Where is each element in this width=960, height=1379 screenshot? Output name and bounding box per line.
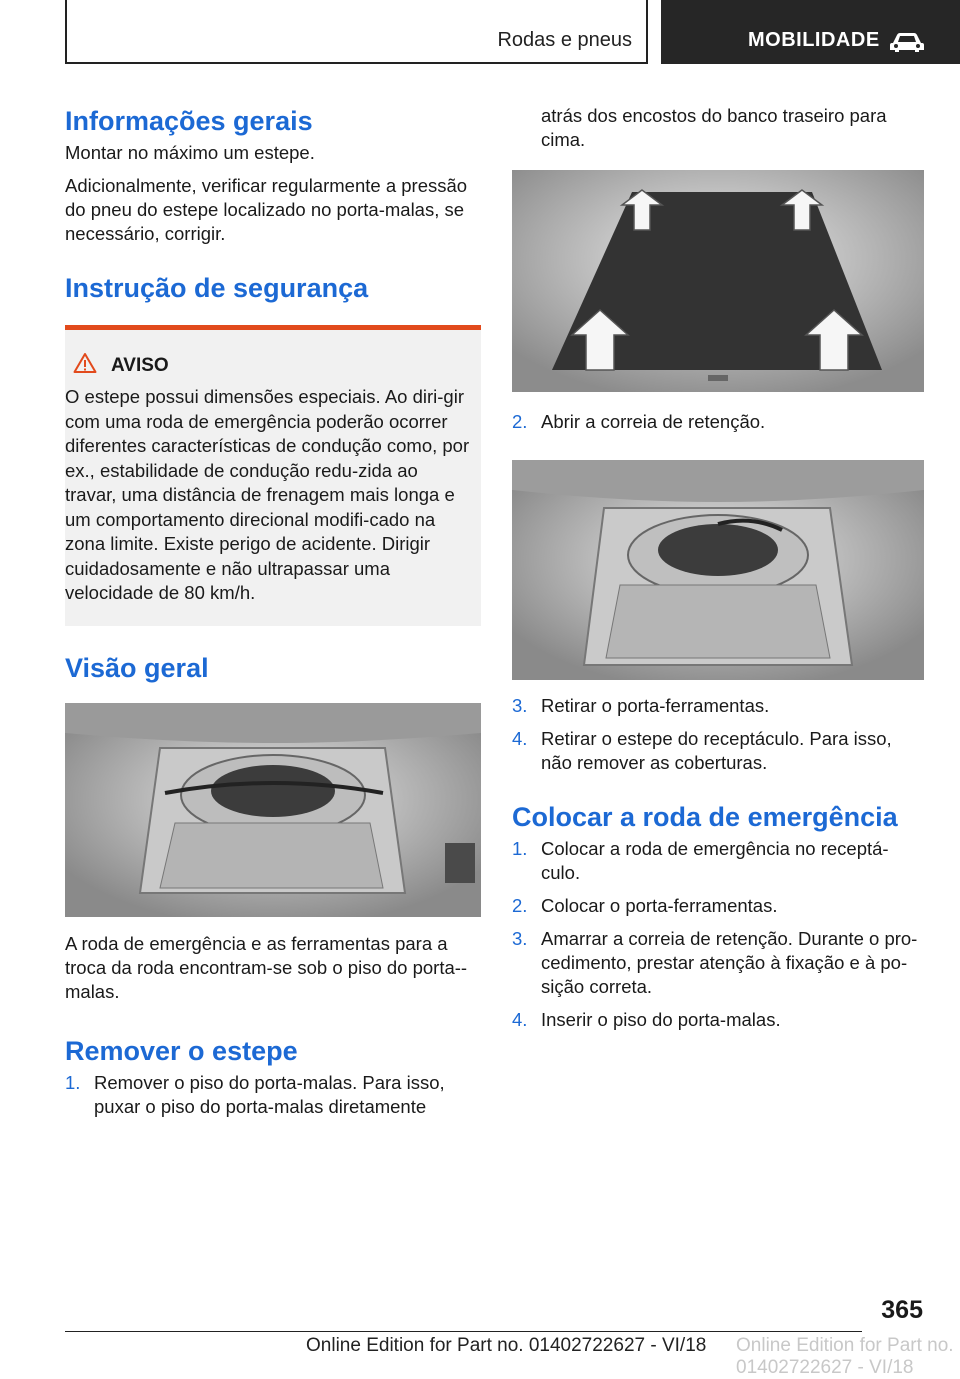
list-item (65, 1071, 481, 1119)
header-chapter-label: MOBILIDADE (748, 29, 880, 51)
step-text: Retirar o porta-ferramentas. (541, 695, 770, 716)
step-number: 1. (65, 1071, 81, 1093)
list-item (512, 727, 924, 775)
header-chapter-tab (661, 0, 960, 64)
step-text: Remover o piso do porta-malas. Para isso, puxar o piso do porta-malas diretamente (94, 1071, 445, 1117)
list-item (512, 927, 924, 999)
warning-box (65, 325, 481, 626)
heading-remove-spare: Remover o estepe (65, 1035, 298, 1066)
warning-triangle-icon (73, 352, 97, 379)
list-item (512, 894, 924, 918)
list-item (512, 694, 924, 718)
figure-trunk-overview (65, 703, 481, 917)
step-number: 4. (512, 1009, 528, 1030)
page-number: 365 (881, 1296, 923, 1324)
watermark-text: Online Edition for Part no. 01402722627 - VI/18 (736, 1335, 954, 1378)
warning-header (65, 352, 473, 379)
step-number: 3. (512, 695, 528, 716)
step-text: Inserir o piso do porta-malas. (541, 1009, 781, 1030)
paragraph: Adicionalmente, verificar regularmente a pressão do pneu do estepe localizado no porta-malas, se necessário, corrigir. (65, 175, 468, 244)
edition-text: Online Edition for Part no. 01402722627 - VI/18 (306, 1335, 707, 1356)
overview-caption: A roda de emergência e as ferramentas para a troca da roda encontram-se sob o piso do porta--malas. (65, 932, 468, 1002)
step-text: Abrir a correia de retenção. (541, 411, 766, 432)
heading-safety: Instrução de segurança (65, 273, 369, 303)
list-item (512, 837, 924, 885)
footer-divider (65, 1331, 862, 1332)
fit-steps-list (512, 837, 924, 1032)
step-number: 2. (512, 411, 528, 432)
heading-fit-emergency-wheel: Colocar a roda de emergência (512, 802, 898, 832)
warning-text: O estepe possui dimensões especiais. Ao diri-gir com uma roda de emergência poderão ocorrer diferentes características de condução como, por ex., estabilidade de condução redu-zida ao travar, uma distância de frenagem mais longa e um comportamento direcional modifi-cado na zona limite. Existe perigo de acidente. Dirigir cuidadosamente e não ultrapassar uma velocidade de 80 km/h. (65, 386, 470, 603)
car-icon (889, 30, 925, 59)
list-item (512, 410, 924, 434)
step-text: Colocar o porta-ferramentas. (541, 895, 778, 916)
step-number: 2. (512, 895, 528, 916)
heading-general-info: Informações gerais (65, 106, 313, 136)
warning-label: AVISO (111, 354, 169, 376)
list-item-continuation (512, 104, 924, 152)
step-number: 1. (512, 838, 528, 859)
left-column (65, 104, 481, 1119)
step-number: 3. (512, 928, 528, 949)
step-text: Retirar o estepe do receptáculo. Para isso, não remover as coberturas. (541, 728, 892, 773)
right-column (512, 104, 924, 1032)
header-section-title: Rodas e pneus (497, 29, 632, 51)
step-text: Amarrar a correia de retenção. Durante o pro-cedimento, prestar atenção à fixação e à po-sição correta. (541, 928, 918, 997)
list-item (512, 1008, 924, 1032)
figure-lift-trunk-floor (512, 170, 924, 392)
step-text: Colocar a roda de emergência no receptá-culo. (541, 838, 889, 883)
heading-overview: Visão geral (65, 652, 209, 683)
paragraph: Montar no máximo um estepe. (65, 142, 315, 163)
step-text: atrás dos encostos do banco traseiro para cima. (541, 105, 887, 150)
step-number: 4. (512, 728, 528, 749)
figure-open-strap (512, 460, 924, 680)
